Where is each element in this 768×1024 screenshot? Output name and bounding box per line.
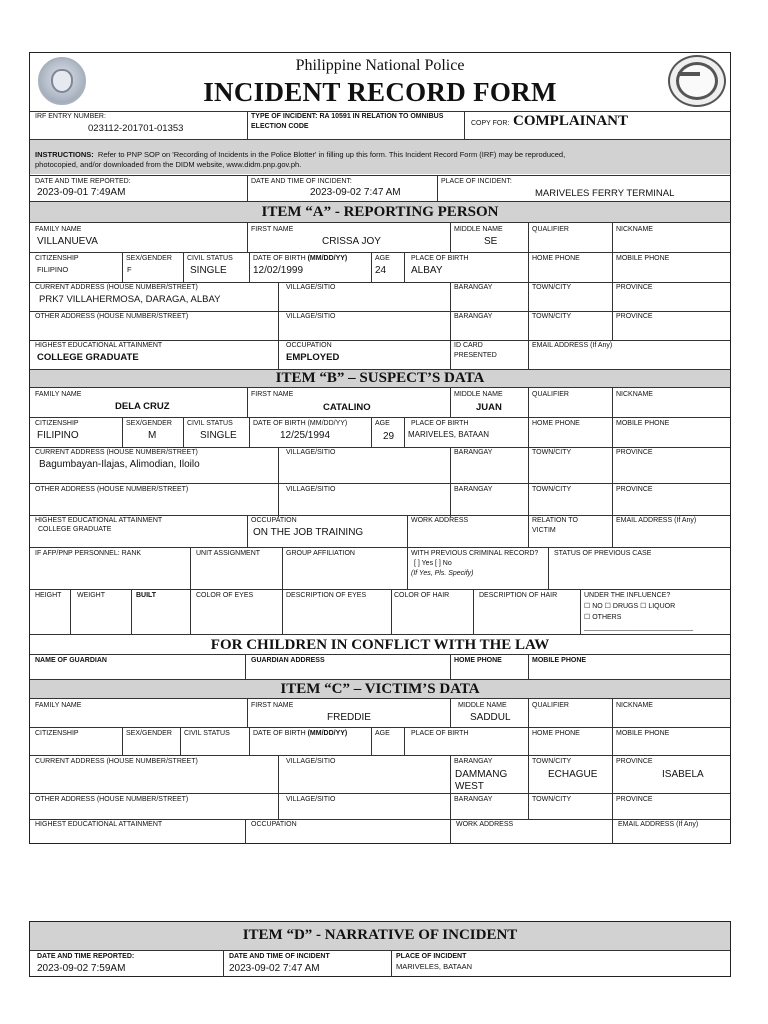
label-other-address: OTHER ADDRESS (HOUSE NUMBER/STREET) <box>35 796 189 803</box>
label-weight: WEIGHT <box>77 592 105 599</box>
label-height: HEIGHT <box>35 592 62 599</box>
label-village: VILLAGE/SITIO <box>286 758 336 765</box>
label-home-phone: HOME PHONE <box>532 730 580 737</box>
label-province: PROVINCE <box>616 796 653 803</box>
reporter-current-address: PRK7 VILLAHERMOSA, DARAGA, ALBAY <box>39 294 221 305</box>
instructions-line1: INSTRUCTIONS: Refer to PNP SOP on 'Recording of Incidents in the Police Blotter' in filling up this form. This Incident Record Form (IRF) may be reproduced, <box>35 150 566 159</box>
label-mobile-phone: MOBILE PHONE <box>616 730 670 737</box>
label-age: AGE <box>375 255 390 262</box>
label-town: TOWN/CITY <box>532 313 572 320</box>
label-mobile-phone: MOBILE PHONE <box>616 420 670 427</box>
label-dob: DATE OF BIRTH (MM/DD/YY) <box>253 255 348 262</box>
label-village: VILLAGE/SITIO <box>286 796 336 803</box>
item-d-heading: ITEM “D” - NARRATIVE OF INCIDENT <box>30 922 730 951</box>
label-current-address: CURRENT ADDRESS (HOUSE NUMBER/STREET) <box>35 284 198 291</box>
label-previous-specify: (If Yes, Pls. Specify) <box>411 570 474 577</box>
label-occupation: OCCUPATION <box>251 821 297 828</box>
incident-record-form <box>29 52 731 844</box>
label-dob: DATE OF BIRTH (MM/DD/YY) <box>253 730 348 737</box>
label-email: EMAIL ADDRESS (If Any) <box>618 821 699 828</box>
item-c-heading: ITEM “C” – VICTIM’S DATA <box>30 679 730 699</box>
label-description-eyes: DESCRIPTION OF EYES <box>286 592 367 599</box>
label-town: TOWN/CITY <box>532 486 572 493</box>
instructions-line2: photocopied, and/or downloaded from the DIDM website, www.didm.pnp.gov.ph. <box>35 160 302 169</box>
label-id-card: ID CARD <box>454 342 483 349</box>
label-work-address: WORK ADDRESS <box>411 517 469 524</box>
label-dob: DATE OF BIRTH (MM/DD/YY) <box>253 420 348 427</box>
label-qualifier: QUALIFIER <box>532 702 569 709</box>
suspect-age: 29 <box>383 431 395 442</box>
label-barangay: BARANGAY <box>454 796 493 803</box>
reporter-first-name: CRISSA JOY <box>322 236 381 247</box>
suspect-first-name: CATALINO <box>323 402 371 413</box>
label-other-address: OTHER ADDRESS (HOUSE NUMBER/STREET) <box>35 486 189 493</box>
label-province: PROVINCE <box>616 313 653 320</box>
suspect-sex: M <box>148 430 157 441</box>
label-place-of-birth: PLACE OF BIRTH <box>411 255 469 262</box>
label-mobile-phone: MOBILE PHONE <box>616 255 670 262</box>
label-description-hair: DESCRIPTION OF HAIR <box>479 592 558 599</box>
label-other-address: OTHER ADDRESS (HOUSE NUMBER/STREET) <box>35 313 189 320</box>
type-of-incident-line1: TYPE OF INCIDENT: RA 10591 IN RELATION TO OMNIBUS <box>251 113 444 120</box>
label-province: PROVINCE <box>616 486 653 493</box>
place-incident-value: MARIVELES FERRY TERMINAL <box>535 188 675 199</box>
suspect-education: COLLEGE GRADUATE <box>38 526 112 533</box>
label-afp-rank: IF AFP/PNP PERSONNEL: RANK <box>35 550 142 557</box>
label-family-name: FAMILY NAME <box>35 226 82 233</box>
previous-record-checkbox[interactable]: [ ] Yes [ ] No <box>414 560 452 567</box>
label-nickname: NICKNAME <box>616 391 653 398</box>
label-education: HIGHEST EDUCATIONAL ATTAINMENT <box>35 821 163 828</box>
reporter-occupation: EMPLOYED <box>286 352 340 363</box>
label-town: TOWN/CITY <box>532 284 572 291</box>
item-b-heading: ITEM “B” – SUSPECT’S DATA <box>30 369 730 388</box>
label-nickname: NICKNAME <box>616 226 653 233</box>
label-guardian-name: NAME OF GUARDIAN <box>35 657 107 664</box>
label-email: EMAIL ADDRESS (If Any) <box>616 517 697 524</box>
irf-entry-label: IRF ENTRY NUMBER: <box>35 113 106 120</box>
label-home-phone: HOME PHONE <box>532 420 580 427</box>
label-education: HIGHEST EDUCATIONAL ATTAINMENT <box>35 517 163 524</box>
label-email: EMAIL ADDRESS (If Any) <box>532 342 613 349</box>
suspect-family-name: DELA CRUZ <box>115 401 170 412</box>
suspect-civil-status: SINGLE <box>200 430 237 441</box>
label-town: TOWN/CITY <box>532 758 572 765</box>
label-sex-gender: SEX/GENDER <box>126 420 172 427</box>
label-place-of-birth: PLACE OF BIRTH <box>411 420 469 427</box>
label-place-of-birth: PLACE OF BIRTH <box>411 730 469 737</box>
label-current-address: CURRENT ADDRESS (HOUSE NUMBER/STREET) <box>35 758 198 765</box>
reporter-place-of-birth: ALBAY <box>411 265 443 276</box>
date-reported-label: DATE AND TIME REPORTED: <box>35 178 131 185</box>
label-current-address: CURRENT ADDRESS (HOUSE NUMBER/STREET) <box>35 449 198 456</box>
label-status-previous-case: STATUS OF PREVIOUS CASE <box>554 550 652 557</box>
label-work-address: WORK ADDRESS <box>456 821 514 828</box>
label-middle-name: MIDDLE NAME <box>454 391 503 398</box>
narrative-date-reported-label: DATE AND TIME REPORTED: <box>37 953 135 960</box>
suspect-current-address: Bagumbayan-Ilajas, Alimodian, Iloilo <box>39 459 200 470</box>
label-color-eyes: COLOR OF EYES <box>196 592 254 599</box>
label-village: VILLAGE/SITIO <box>286 313 336 320</box>
reporter-civil-status: SINGLE <box>190 265 227 276</box>
reporter-middle-name: SE <box>484 236 498 247</box>
label-province: PROVINCE <box>616 449 653 456</box>
label-province: PROVINCE <box>616 758 653 765</box>
label-education: HIGHEST EDUCATIONAL ATTAINMENT <box>35 342 163 349</box>
label-previous-record: WITH PREVIOUS CRIMINAL RECORD? <box>411 550 539 557</box>
label-relation-victim: VICTIM <box>532 527 556 534</box>
label-age: AGE <box>375 730 390 737</box>
item-d-narrative-section <box>29 921 731 977</box>
reporter-citizenship: FILIPINO <box>37 265 69 274</box>
label-occupation: OCCUPATION <box>251 517 297 524</box>
label-guardian-address: GUARDIAN ADDRESS <box>251 657 325 664</box>
label-town: TOWN/CITY <box>532 796 572 803</box>
label-family-name: FAMILY NAME <box>35 702 82 709</box>
narrative-date-incident-label: DATE AND TIME OF INCIDENT <box>229 953 330 960</box>
label-barangay: BARANGAY <box>454 758 493 765</box>
victim-town: ECHAGUE <box>548 769 598 780</box>
label-nickname: NICKNAME <box>616 702 653 709</box>
label-qualifier: QUALIFIER <box>532 226 569 233</box>
label-family-name: FAMILY NAME <box>35 391 82 398</box>
suspect-citizenship: FILIPINO <box>37 430 79 441</box>
label-village: VILLAGE/SITIO <box>286 449 336 456</box>
label-home-phone: HOME PHONE <box>532 255 580 262</box>
copy-for-label: COPY FOR: <box>471 120 510 127</box>
children-heading: FOR CHILDREN IN CONFLICT WITH THE LAW <box>210 637 550 653</box>
reporter-sex: F <box>127 265 132 274</box>
label-sex-gender: SEX/GENDER <box>126 730 172 737</box>
suspect-middle-name: JUAN <box>476 402 502 413</box>
label-middle-name: MIDDLE NAME <box>454 226 503 233</box>
date-incident-value: 2023-09-02 7:47 AM <box>310 187 401 198</box>
label-age: AGE <box>375 420 390 427</box>
reporter-dob: 12/02/1999 <box>253 265 304 276</box>
label-village: VILLAGE/SITIO <box>286 284 336 291</box>
victim-middle-name: SADDUL <box>470 712 511 723</box>
label-id-card-presented: PRESENTED <box>454 352 497 359</box>
label-barangay: BARANGAY <box>454 284 493 291</box>
suspect-occupation: ON THE JOB TRAINING <box>253 527 364 538</box>
label-village: VILLAGE/SITIO <box>286 486 336 493</box>
label-occupation: OCCUPATION <box>286 342 332 349</box>
reporter-family-name: VILLANUEVA <box>37 236 98 247</box>
label-province: PROVINCE <box>616 284 653 291</box>
label-barangay: BARANGAY <box>454 486 493 493</box>
form-title: INCIDENT RECORD FORM <box>203 77 557 107</box>
label-citizenship: CITIZENSHIP <box>35 255 79 262</box>
label-sex-gender: SEX/GENDER <box>126 255 172 262</box>
narrative-place-value: MARIVELES, BATAAN <box>396 962 472 971</box>
suspect-place-of-birth: MARIVELES, BATAAN <box>408 430 490 439</box>
item-a-heading: ITEM “A” - REPORTING PERSON <box>30 201 730 223</box>
label-guardian-home-phone: HOME PHONE <box>454 657 502 664</box>
victim-first-name: FREDDIE <box>327 712 371 723</box>
copy-for-value: COMPLAINANT <box>513 113 628 129</box>
label-civil-status: CIVIL STATUS <box>184 730 230 737</box>
narrative-date-reported-value: 2023-09-02 7:59AM <box>37 963 126 974</box>
agency-name: Philippine National Police <box>295 57 465 74</box>
suspect-dob: 12/25/1994 <box>280 430 331 441</box>
label-unit-assignment: UNIT ASSIGNMENT <box>196 550 261 557</box>
label-town: TOWN/CITY <box>532 449 572 456</box>
label-color-hair: COLOR OF HAIR <box>394 592 450 599</box>
narrative-date-incident-value: 2023-09-02 7:47 AM <box>229 963 320 974</box>
label-built: BUILT <box>136 592 157 599</box>
date-incident-label: DATE AND TIME OF INCIDENT: <box>251 178 352 185</box>
irf-entry-number: 023112-201701-01353 <box>88 123 184 134</box>
label-civil-status: CIVIL STATUS <box>187 255 233 262</box>
reporter-education: COLLEGE GRADUATE <box>37 352 139 363</box>
date-reported-value: 2023-09-01 7:49AM <box>37 187 126 198</box>
influence-checkboxes[interactable]: ☐ NO ☐ DRUGS ☐ LIQUOR <box>584 603 676 610</box>
victim-barangay-line1: DAMMANG <box>455 769 508 780</box>
place-incident-label: PLACE OF INCIDENT: <box>441 178 512 185</box>
label-first-name: FIRST NAME <box>251 226 294 233</box>
influence-others-checkbox[interactable]: ☐ OTHERS <box>584 614 622 621</box>
label-qualifier: QUALIFIER <box>532 391 569 398</box>
victim-province: ISABELA <box>662 769 704 780</box>
label-citizenship: CITIZENSHIP <box>35 730 79 737</box>
label-civil-status: CIVIL STATUS <box>187 420 233 427</box>
label-relation: RELATION TO <box>532 517 578 524</box>
narrative-place-label: PLACE OF INCIDENT <box>396 953 467 960</box>
victim-barangay-line2: WEST <box>455 781 484 792</box>
reporter-age: 24 <box>375 265 387 276</box>
label-middle-name: MIDDLE NAME <box>458 702 507 709</box>
label-under-influence: UNDER THE INFLUENCE? <box>584 592 671 599</box>
label-barangay: BARANGAY <box>454 449 493 456</box>
label-barangay: BARANGAY <box>454 313 493 320</box>
label-group-affiliation: GROUP AFFILIATION <box>286 550 355 557</box>
label-citizenship: CITIZENSHIP <box>35 420 79 427</box>
label-first-name: FIRST NAME <box>251 391 294 398</box>
type-of-incident-line2: ELECTION CODE <box>251 123 309 130</box>
label-guardian-mobile-phone: MOBILE PHONE <box>532 657 587 664</box>
label-first-name: FIRST NAME <box>251 702 294 709</box>
influence-specify-line: ____________________________ <box>584 624 694 631</box>
